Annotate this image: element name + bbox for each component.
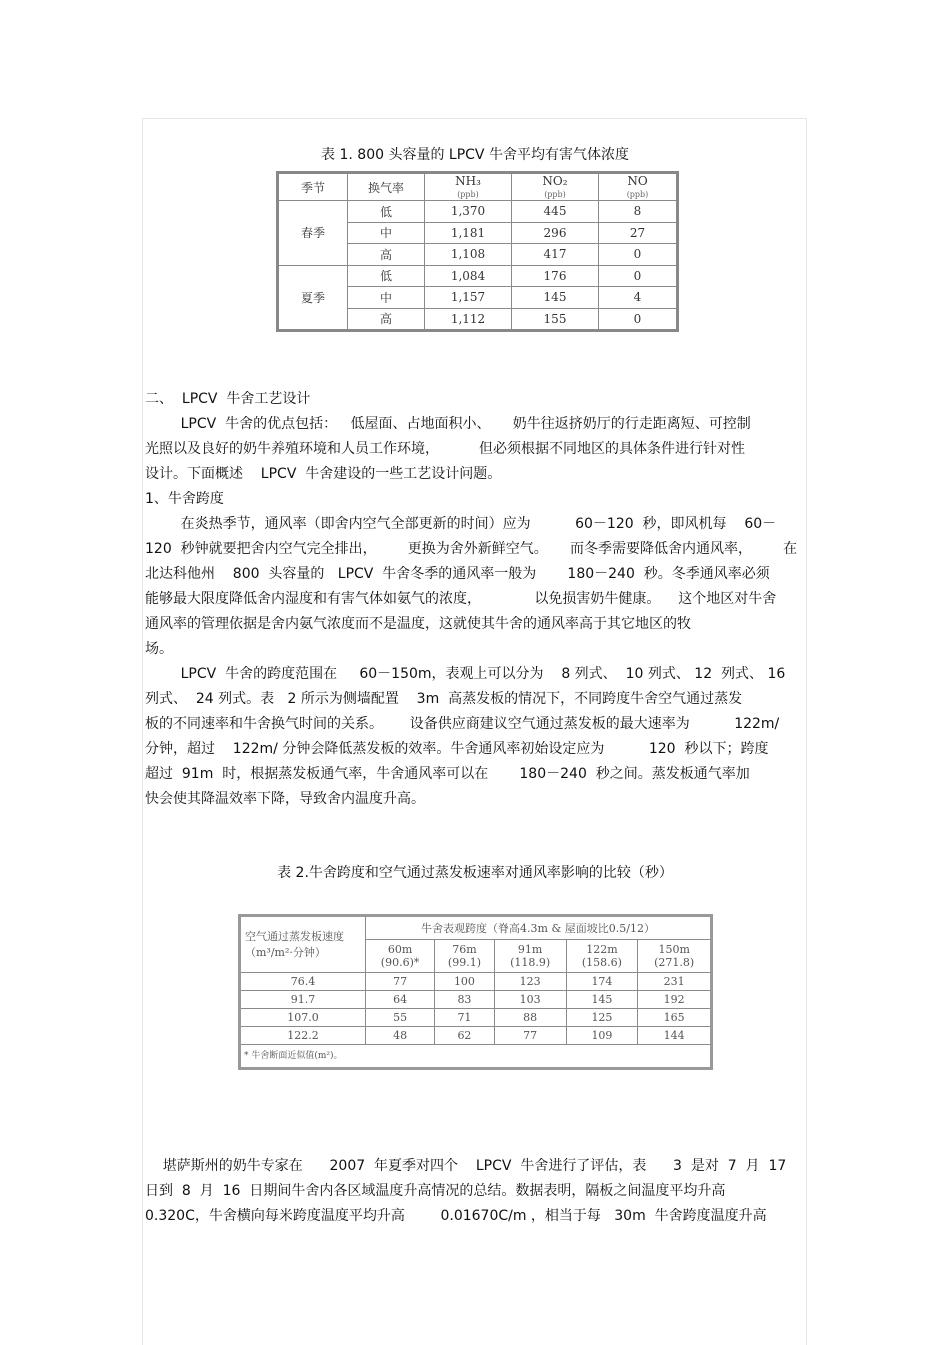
table-cell: 中 bbox=[348, 222, 425, 244]
paragraph-line: 场。 bbox=[145, 641, 173, 657]
table-cell: 0 bbox=[599, 265, 678, 287]
paragraph-line: 板的不同速率和牛舍换气时间的关系。 设备供应商建议空气通过蒸发板的最大速率为 122m/ bbox=[145, 716, 780, 732]
table-cell: 122.2 bbox=[240, 1027, 366, 1045]
subsection-heading: 1、牛舍跨度 bbox=[145, 491, 224, 507]
table-cell: 1,157 bbox=[425, 287, 512, 309]
header-airspeed: 空气通过蒸发板速度（m³/m²·分钟） bbox=[240, 916, 366, 973]
table-cell: 0 bbox=[599, 244, 678, 266]
span-area: (90.6)* bbox=[380, 956, 420, 969]
table-cell: 27 bbox=[599, 222, 678, 244]
paragraph-line: 光照以及良好的奶牛养殖环境和人员工作环境， 但必须根据不同地区的具体条件进行针对性 bbox=[145, 441, 746, 457]
table-cell: 1,084 bbox=[425, 265, 512, 287]
season-summer: 夏季 bbox=[278, 265, 348, 331]
unit-nh3: (ppb) bbox=[457, 189, 479, 199]
paragraph-line: 120 秒钟就要把舍内空气完全排出， 更换为舍外新鲜空气。 而冬季需要降低舍内通风率， 在 bbox=[145, 541, 798, 557]
header-season: 季节 bbox=[278, 173, 348, 201]
table-cell: 中 bbox=[348, 287, 425, 309]
table-cell: 192 bbox=[638, 991, 712, 1009]
paragraph-line: 堪萨斯州的奶牛专家在 2007 年夏季对四个 LPCV 牛舍进行了评估，表 3 是对 7 月 17 bbox=[145, 1158, 787, 1174]
span-area: (118.9) bbox=[510, 956, 551, 969]
paragraph-line: 超过 91m 时，根据蒸发板通气率，牛舍通风率可以在 180－240 秒之间。蒸发板通气率加 bbox=[145, 766, 750, 782]
span-label: 122m bbox=[586, 943, 618, 956]
table-cell: 62 bbox=[435, 1027, 495, 1045]
header-no2: NO₂ bbox=[512, 173, 599, 189]
paragraph-line: 设计。下面概述 LPCV 牛舍建设的一些工艺设计问题。 bbox=[145, 466, 502, 482]
table-cell: 91.7 bbox=[240, 991, 366, 1009]
table-cell: 145 bbox=[566, 991, 638, 1009]
table-cell: 71 bbox=[435, 1009, 495, 1027]
table1-caption: 表 1. 800 头容量的 LPCV 牛舍平均有害气体浓度 bbox=[321, 147, 629, 163]
header-span-group: 牛舍表观跨度（脊高4.3m & 屋面坡比0.5/12） bbox=[366, 916, 712, 940]
gas-concentration-table bbox=[276, 171, 679, 332]
table-cell: 高 bbox=[348, 308, 425, 331]
table-cell: 100 bbox=[435, 973, 495, 991]
table-cell: 231 bbox=[638, 973, 712, 991]
paragraph-line: LPCV 牛舍的跨度范围在 60－150m，表观上可以分为 8 列式、 10 列式、 12 列式、 16 bbox=[145, 666, 786, 682]
table-cell: 296 bbox=[512, 222, 599, 244]
paragraph-line: 能够最大限度降低舍内湿度和有害气体如氨气的浓度， 以免损害奶牛健康。 这个地区对牛舍 bbox=[145, 591, 777, 607]
span-area: (271.8) bbox=[654, 956, 695, 969]
season-spring: 春季 bbox=[278, 201, 348, 266]
paragraph-line: LPCV 牛舍的优点包括： 低屋面、占地面积小、 奶牛往返挤奶厅的行走距离短、可控制 bbox=[145, 416, 751, 432]
table-note: * 牛舍断面近似值(m²)。 bbox=[240, 1045, 712, 1069]
table-cell: 109 bbox=[566, 1027, 638, 1045]
table-cell: 174 bbox=[566, 973, 638, 991]
span-label: 76m bbox=[452, 943, 477, 956]
table-cell: 155 bbox=[512, 308, 599, 331]
paragraph-line: 日到 8 月 16 日期间牛舍内各区域温度升高情况的总结。数据表明，隔板之间温度平均升高 bbox=[145, 1183, 726, 1199]
table-cell: 123 bbox=[494, 973, 566, 991]
table-cell: 88 bbox=[494, 1009, 566, 1027]
table-cell: 417 bbox=[512, 244, 599, 266]
table-cell: 0 bbox=[599, 308, 678, 331]
table-cell: 1,112 bbox=[425, 308, 512, 331]
span-label: 150m bbox=[658, 943, 690, 956]
body-text-block-1 bbox=[145, 387, 810, 812]
table-cell: 高 bbox=[348, 244, 425, 266]
table-cell: 445 bbox=[512, 201, 599, 223]
table-cell: 107.0 bbox=[240, 1009, 366, 1027]
table-cell: 165 bbox=[638, 1009, 712, 1027]
table-cell: 77 bbox=[494, 1027, 566, 1045]
paragraph-line: 在炎热季节，通风率（即舍内空气全部更新的时间）应为 60－120 秒，即风机每 60－ bbox=[145, 516, 777, 532]
table-cell: 48 bbox=[366, 1027, 435, 1045]
table-cell: 8 bbox=[599, 201, 678, 223]
table-cell: 1,108 bbox=[425, 244, 512, 266]
table-cell: 4 bbox=[599, 287, 678, 309]
paragraph-line: 北达科他州 800 头容量的 LPCV 牛舍冬季的通风率一般为 180－240 秒。冬季通风率必须 bbox=[145, 566, 770, 582]
table-cell: 144 bbox=[638, 1027, 712, 1045]
span-area: (99.1) bbox=[447, 956, 481, 969]
table-cell: 1,370 bbox=[425, 201, 512, 223]
table-cell: 176 bbox=[512, 265, 599, 287]
paragraph-line: 列式、 24 列式。表 2 所示为侧墙配置 3m 高蒸发板的情况下，不同跨度牛舍空气通过蒸发 bbox=[145, 691, 743, 707]
table-cell: 125 bbox=[566, 1009, 638, 1027]
paragraph-line: 0.320C，牛舍横向每米跨度温度平均升高 0.01670C/m ，相当于每 30m 牛舍跨度温度升高 bbox=[145, 1208, 767, 1224]
span-ventilation-table bbox=[238, 914, 713, 1070]
paragraph-line: 分钟，超过 122m/ 分钟会降低蒸发板的效率。牛舍通风率初始设定应为 120 秒以下；跨度 bbox=[145, 741, 769, 757]
table-cell: 103 bbox=[494, 991, 566, 1009]
span-label: 60m bbox=[387, 943, 413, 956]
table2-caption: 表 2.牛舍跨度和空气通过蒸发板速率对通风率影响的比较（秒） bbox=[277, 865, 673, 881]
unit-no2: (ppb) bbox=[544, 189, 566, 199]
table-cell: 145 bbox=[512, 287, 599, 309]
section-heading: 二、 LPCV 牛舍工艺设计 bbox=[145, 391, 311, 407]
paragraph-line: 通风率的管理依据是舍内氨气浓度而不是温度，这就使其牛舍的通风率高于其它地区的牧 bbox=[145, 616, 691, 632]
header-ventilation: 换气率 bbox=[348, 173, 425, 201]
span-label: 91m bbox=[517, 943, 543, 956]
header-nh3: NH₃ bbox=[425, 173, 512, 189]
table-cell: 1,181 bbox=[425, 222, 512, 244]
table-cell: 低 bbox=[348, 265, 425, 287]
body-text-block-2 bbox=[145, 1154, 810, 1229]
paragraph-line: 快会使其降温效率下降，导致舍内温度升高。 bbox=[145, 791, 425, 807]
table-cell: 77 bbox=[366, 973, 435, 991]
table-cell: 64 bbox=[366, 991, 435, 1009]
table-cell: 76.4 bbox=[240, 973, 366, 991]
table-cell: 55 bbox=[366, 1009, 435, 1027]
table-cell: 83 bbox=[435, 991, 495, 1009]
table-cell: 低 bbox=[348, 201, 425, 223]
header-no: NO bbox=[599, 173, 678, 189]
unit-no: (ppb) bbox=[626, 189, 649, 199]
span-area: (158.6) bbox=[581, 956, 622, 969]
